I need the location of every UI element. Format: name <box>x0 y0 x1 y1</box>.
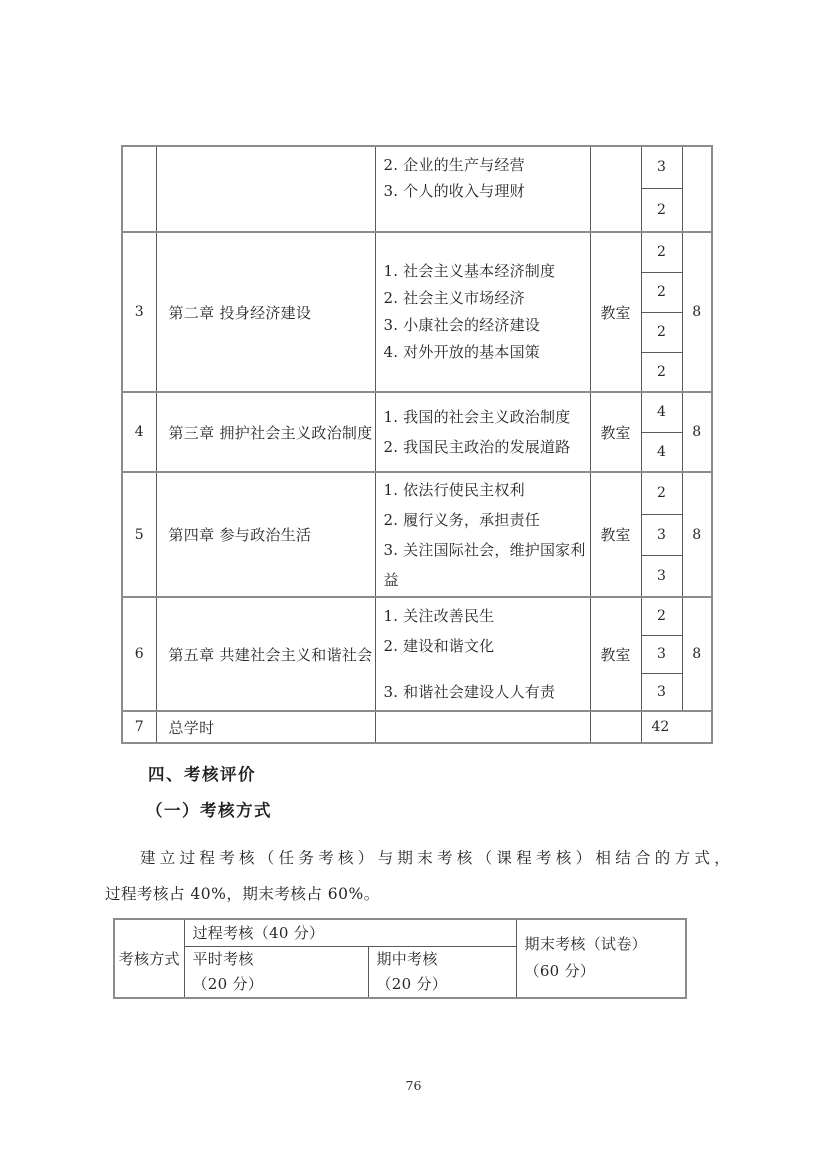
location-cell: 教室 <box>590 472 641 597</box>
chapter-cell: 第四章 参与政治生活 <box>156 472 375 597</box>
hours-cell: 4 <box>641 392 682 432</box>
content-cell <box>375 711 590 743</box>
chapter-cell: 第五章 共建社会主义和谐社会 <box>156 597 375 711</box>
hours-cell: 2 <box>641 352 682 392</box>
final-assessment-cell <box>516 919 686 998</box>
total-hours-sum-cell: 42 <box>641 711 712 743</box>
content-cell <box>375 597 590 711</box>
assessment-method-table <box>113 918 687 999</box>
course-schedule-table <box>121 145 713 744</box>
content-line: 2. 履行义务，承担责任 <box>383 510 540 529</box>
total-hours-cell: 8 <box>682 232 712 392</box>
content-line: 2. 我国民主政治的发展道路 <box>383 438 571 456</box>
daily-assessment-cell <box>184 946 368 998</box>
seq-cell: 3 <box>122 232 156 392</box>
location-cell: 教室 <box>590 392 641 472</box>
total-hours-cell: 8 <box>682 472 712 597</box>
section-heading: 四、考核评价 <box>148 765 256 784</box>
subsection-heading: （一）考核方式 <box>146 801 272 820</box>
seq-cell: 7 <box>122 711 156 743</box>
content-line: 1. 依法行使民主权利 <box>383 480 525 499</box>
content-line: 3. 关注国际社会，维护国家利益 <box>383 540 586 589</box>
hours-cell: 2 <box>641 232 682 272</box>
chapter-cell <box>156 146 375 232</box>
assessment-method-header-cell: 考核方式 <box>114 919 184 998</box>
content-line: 2. 企业的生产与经营 <box>383 156 525 174</box>
content-line: 2. 社会主义市场经济 <box>383 289 525 307</box>
hours-cell: 2 <box>641 597 682 635</box>
content-line: 1. 社会主义基本经济制度 <box>383 262 556 280</box>
total-hours-cell: 8 <box>682 392 712 472</box>
content-line: 3. 和谐社会建设人人有责 <box>383 683 556 701</box>
seq-cell: 5 <box>122 472 156 597</box>
final-assessment-line: 期末考核（试卷） <box>524 935 647 954</box>
content-cell <box>375 392 590 472</box>
hours-cell: 4 <box>641 432 682 472</box>
hours-cell: 2 <box>641 188 682 232</box>
hours-cell: 3 <box>641 514 682 555</box>
hours-cell: 2 <box>641 272 682 312</box>
content-cell <box>375 146 590 232</box>
location-cell: 教室 <box>590 232 641 392</box>
content-line: 1. 我国的社会主义政治制度 <box>383 408 571 426</box>
hours-cell: 2 <box>641 312 682 352</box>
seq-cell: 6 <box>122 597 156 711</box>
hours-cell: 3 <box>641 555 682 597</box>
paragraph-line: 过程考核占 40%，期末考核占 60%。 <box>105 885 380 903</box>
seq-cell: 4 <box>122 392 156 472</box>
location-cell: 教室 <box>590 597 641 711</box>
midterm-assessment-line: 期中考核 <box>376 949 438 968</box>
hours-cell: 3 <box>641 673 682 711</box>
hours-cell: 3 <box>641 146 682 188</box>
chapter-cell: 第二章 投身经济建设 <box>156 232 375 392</box>
process-assessment-header-cell: 过程考核（40 分） <box>184 919 516 946</box>
content-line: 4. 对外开放的基本国策 <box>383 343 540 361</box>
total-hours-cell <box>682 146 712 232</box>
chapter-cell: 总学时 <box>156 711 375 743</box>
paragraph-line: 建立过程考核（任务考核）与期末考核（课程考核）相结合的方式， <box>140 849 735 867</box>
content-cell <box>375 232 590 392</box>
content-line: 2. 建设和谐文化 <box>383 637 495 655</box>
location-cell <box>590 711 641 743</box>
total-hours-cell: 8 <box>682 597 712 711</box>
content-line: 1. 关注改善民生 <box>383 607 495 625</box>
midterm-assessment-cell <box>368 946 516 998</box>
content-cell <box>375 472 590 597</box>
hours-cell: 3 <box>641 635 682 673</box>
midterm-assessment-line: （20 分） <box>376 974 448 993</box>
content-line: 3. 个人的收入与理财 <box>383 182 525 200</box>
daily-assessment-line: （20 分） <box>192 974 264 993</box>
daily-assessment-line: 平时考核 <box>192 949 254 968</box>
content-line: 3. 小康社会的经济建设 <box>383 316 540 334</box>
seq-cell <box>122 146 156 232</box>
final-assessment-line: （60 分） <box>524 962 596 981</box>
page-number: 76 <box>405 1078 422 1093</box>
hours-cell: 2 <box>641 472 682 514</box>
chapter-cell: 第三章 拥护社会主义政治制度 <box>156 392 375 472</box>
location-cell <box>590 146 641 232</box>
